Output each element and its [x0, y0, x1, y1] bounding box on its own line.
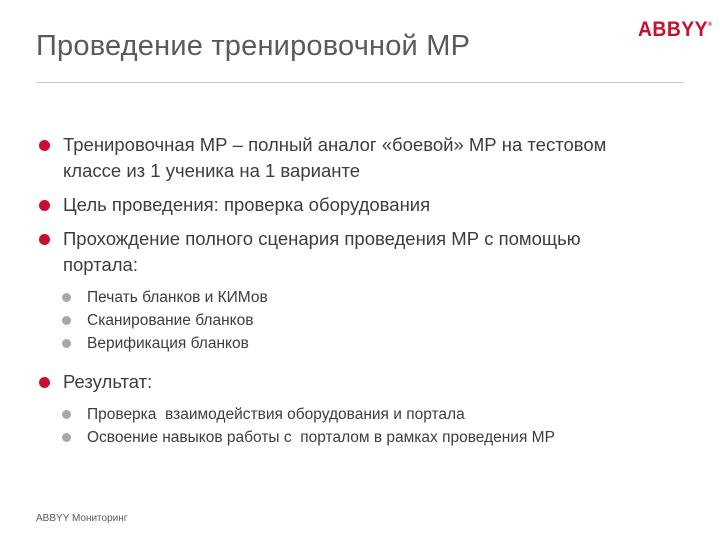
- list-item-text: Тренировочная МР – полный аналог «боевой» МР на тестовом классе из 1 ученика на 1 варианте: [63, 134, 607, 181]
- sub-bullet-dot-icon: [62, 433, 71, 442]
- list-item: [38, 226, 603, 278]
- logo-text: ABBYY: [638, 18, 708, 41]
- abbyy-logo: [638, 18, 712, 42]
- list-item: [38, 192, 678, 218]
- sub-list-item: [62, 332, 678, 355]
- sub-list-item: [62, 309, 678, 332]
- bullet-dot-icon: [39, 140, 50, 151]
- bullet-dot-icon: [39, 377, 50, 388]
- bullet-dot-icon: [39, 234, 50, 245]
- sub-list-item-text: Верификация бланков: [87, 335, 249, 352]
- list-item-text: Прохождение полного сценария проведения МР с помощью портала:: [63, 228, 581, 275]
- sub-bullet-dot-icon: [62, 410, 71, 419]
- logo-registered-mark: ®: [707, 22, 713, 28]
- sub-bullet-dot-icon: [62, 316, 71, 325]
- sub-list: [38, 286, 678, 355]
- sub-list-item: [62, 403, 678, 426]
- sub-list-item: [62, 286, 678, 309]
- sub-list-item: [62, 426, 678, 449]
- sub-list-item-text: Сканирование бланков: [87, 312, 254, 329]
- sub-list: [38, 403, 678, 449]
- sub-list-item-text: Печать бланков и КИМов: [87, 289, 268, 306]
- page-title: Проведение тренировочной МР: [36, 30, 471, 62]
- sub-list-item-text: Освоение навыков работы с порталом в рамках проведения МР: [87, 429, 555, 446]
- title-divider: [36, 82, 684, 83]
- list-item: [38, 369, 678, 395]
- bullet-list: [38, 132, 678, 463]
- list-item-text: Результат:: [63, 371, 153, 392]
- sub-bullet-dot-icon: [62, 293, 71, 302]
- list-item-text: Цель проведения: проверка оборудования: [63, 194, 431, 215]
- footer-label: ABBYY Мониторинг: [36, 513, 128, 524]
- sub-list-item-text: Проверка взаимодействия оборудования и портала: [87, 406, 465, 423]
- sub-bullet-dot-icon: [62, 339, 71, 348]
- list-item: [38, 132, 623, 184]
- bullet-dot-icon: [39, 200, 50, 211]
